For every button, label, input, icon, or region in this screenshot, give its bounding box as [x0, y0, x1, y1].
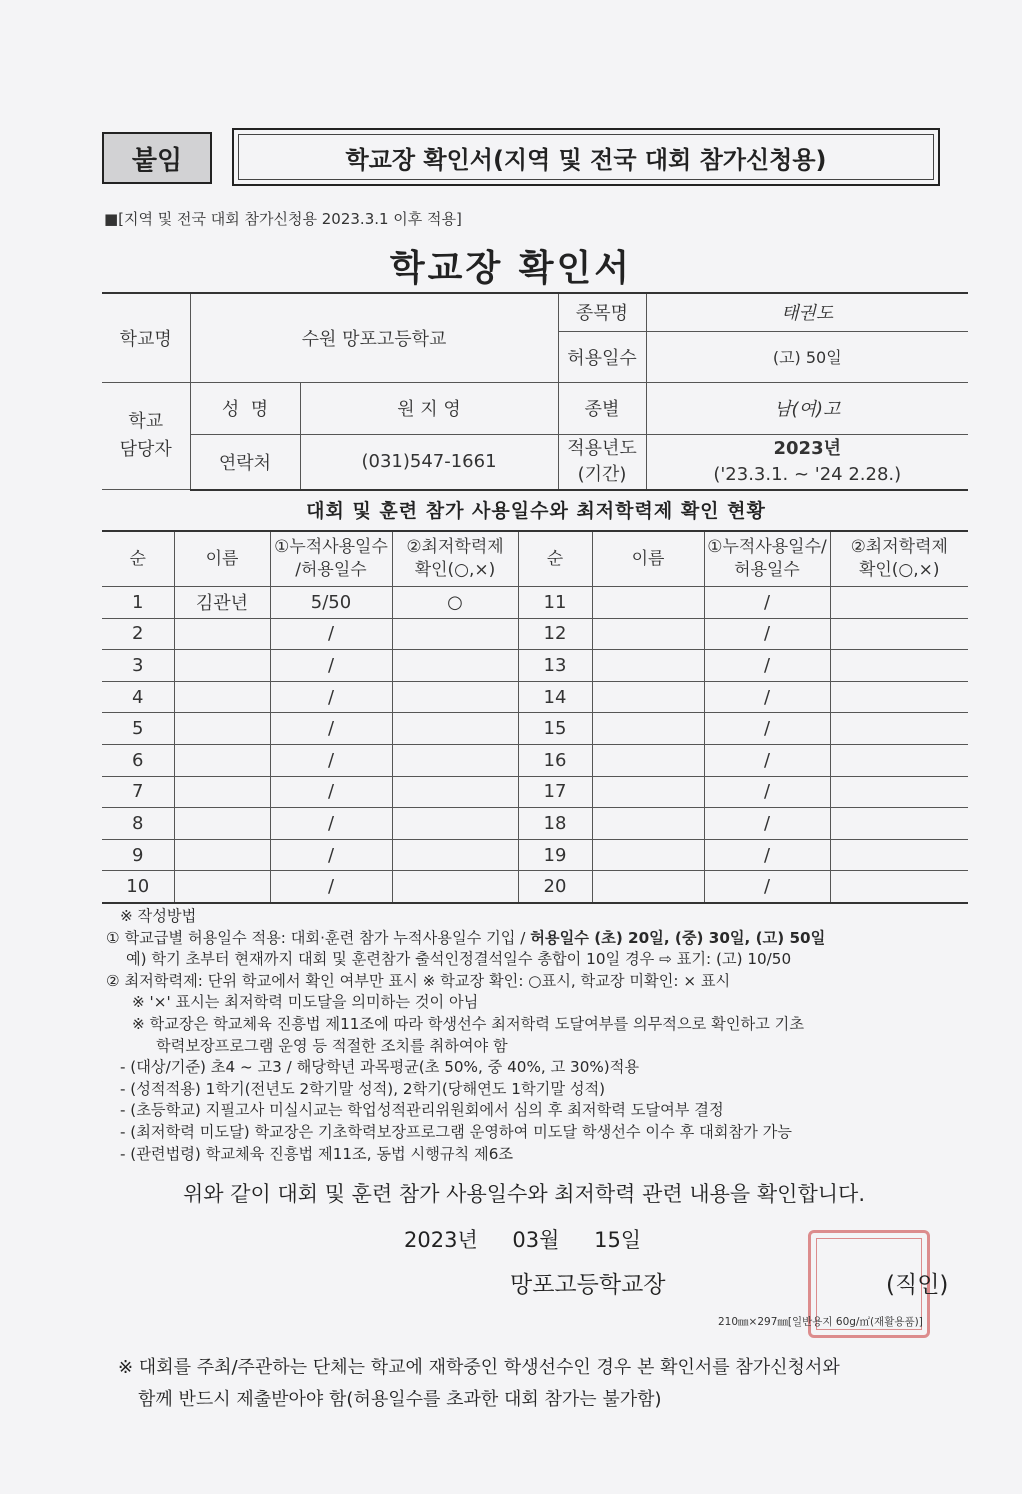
row-days: /: [270, 681, 392, 713]
row-days: /: [270, 650, 392, 682]
row-days: /: [704, 808, 830, 840]
row-name: [174, 776, 270, 808]
footnote-line1: ※ 대회를 주최/주관하는 단체는 학교에 재학중인 학생선수인 경우 본 확인서를 참가신청서와: [118, 1357, 840, 1378]
note-1b: 허용일수 (초) 20일, (중) 30일, (고) 50일: [530, 928, 826, 947]
row-days: /: [270, 808, 392, 840]
row-days: /: [270, 713, 392, 745]
header-used-right-line1: ①누적사용일수/: [707, 537, 827, 557]
signer-title: 망포고등학교장: [510, 1272, 666, 1298]
row-check: [830, 618, 968, 650]
row-name: 김관년: [174, 587, 270, 619]
row-check: [392, 839, 518, 871]
footnote-line2: 함께 반드시 제출받아야 함(허용일수를 초과한 대회 참가는 불가함): [138, 1389, 662, 1410]
row-no: 16: [518, 744, 592, 776]
header-check-line2: 확인(○,×): [414, 560, 496, 580]
confirmation-statement: 위와 같이 대회 및 훈련 참가 사용일수와 최저학력 관련 내용을 확인합니다.: [182, 1182, 865, 1206]
seal-label: (직인): [886, 1272, 949, 1298]
row-no: 10: [102, 871, 174, 903]
header-used-line2: /허용일수: [295, 560, 367, 580]
row-name: [592, 618, 704, 650]
row-name: [592, 871, 704, 903]
roster-table: [102, 530, 968, 904]
period-value: ('23.3.1. ~ '24 2.28.): [713, 463, 902, 485]
row-days: /: [704, 744, 830, 776]
row-no: 20: [518, 871, 592, 903]
header-check-line1: ②최저학력제: [406, 537, 504, 557]
row-check: [392, 618, 518, 650]
row-no: 19: [518, 839, 592, 871]
row-check: [830, 871, 968, 903]
note-1: [106, 928, 976, 950]
header-no: 순: [102, 531, 174, 587]
row-no: 17: [518, 776, 592, 808]
year-label: [558, 434, 646, 490]
row-name: [174, 744, 270, 776]
year-label-line2: (기간): [577, 463, 627, 485]
row-days: /: [704, 713, 830, 745]
attachment-tag: 붙임: [102, 132, 212, 184]
row-no: 1: [102, 587, 174, 619]
row-check: [392, 713, 518, 745]
year-value: 2023년: [773, 437, 841, 459]
row-check: [830, 839, 968, 871]
row-name: [592, 744, 704, 776]
row-no: 4: [102, 681, 174, 713]
row-no: 14: [518, 681, 592, 713]
year-value-cell: [646, 434, 968, 490]
row-days: 5/50: [270, 587, 392, 619]
note-1-example: 예) 학기 초부터 현재까지 대회 및 훈련참가 출석인정결석일수 총합이 10일 경우 ⇨ 표기: (고) 10/50: [126, 950, 792, 969]
row-name: [592, 808, 704, 840]
row-days: /: [270, 618, 392, 650]
row-name: [174, 618, 270, 650]
row-days: /: [704, 681, 830, 713]
note-4: ※ 학교장은 학교체육 진흥법 제11조에 따라 학생선수 최저학력 도달여부를 의무적으로 확인하고 기초: [132, 1014, 805, 1033]
staff-label-line2: 담당자: [119, 438, 172, 460]
row-check: [392, 681, 518, 713]
row-no: 13: [518, 650, 592, 682]
row-name: [592, 713, 704, 745]
document-header-box: [232, 128, 940, 186]
note-6: - (대상/기준) 초4 ~ 고3 / 해당학년 과목평균(초 50%, 중 40%, 고 30%)적용: [120, 1058, 640, 1077]
type-value: 남(여)고: [646, 382, 968, 434]
row-check: [830, 808, 968, 840]
row-check: ○: [392, 587, 518, 619]
row-check: [392, 650, 518, 682]
section-title: 대회 및 훈련 참가 사용일수와 최저학력제 확인 현황: [306, 500, 766, 522]
table-row: [102, 871, 968, 903]
table-row: [102, 808, 968, 840]
row-days: /: [270, 776, 392, 808]
instructions: [106, 906, 976, 1165]
staff-label: [102, 382, 190, 490]
instructions-heading: ※ 작성방법: [120, 907, 197, 925]
allowed-days-value: (고) 50일: [646, 331, 968, 382]
type-label: 종별: [558, 382, 646, 434]
note-5: 학력보장프로그램 운영 등 적절한 조치를 취하여야 함: [156, 1036, 508, 1055]
row-no: 15: [518, 713, 592, 745]
row-name: [174, 650, 270, 682]
row-no: 11: [518, 587, 592, 619]
note-9: - (최저학력 미도달) 학교장은 기초학력보장프로그램 운영하여 미도달 학생선수 이수 후 대회참가 가능: [120, 1122, 792, 1141]
note-1a: ① 학교급별 허용일수 적용: 대회·훈련 참가 누적사용일수 기입 /: [106, 928, 531, 947]
row-no: 2: [102, 618, 174, 650]
row-check: [830, 776, 968, 808]
header-used-days-right: [704, 531, 830, 587]
note-2: ② 최저학력제: 단위 학교에서 확인 여부만 표시 ※ 학교장 확인: ○표시, 학교장 미확인: × 표시: [106, 971, 731, 990]
row-name: [174, 681, 270, 713]
row-name: [174, 871, 270, 903]
contact-value: (031)547-1661: [300, 434, 558, 490]
row-name: [592, 587, 704, 619]
row-days: /: [270, 871, 392, 903]
note-3: ※ '×' 표시는 최저학력 미도달을 의미하는 것이 아님: [132, 993, 479, 1012]
row-no: 18: [518, 808, 592, 840]
table-row: [102, 650, 968, 682]
header-name: 이름: [174, 531, 270, 587]
contact-label: 연락처: [190, 434, 300, 490]
row-name: [592, 776, 704, 808]
header-used-line1: ①누적사용일수: [274, 537, 388, 557]
header-check-right-line1: ②최저학력제: [850, 537, 948, 557]
row-name: [174, 713, 270, 745]
row-days: /: [704, 587, 830, 619]
table-row: [102, 618, 968, 650]
school-label: 학교명: [102, 293, 190, 382]
header-used-days: [270, 531, 392, 587]
table-row: [102, 839, 968, 871]
row-check: [830, 587, 968, 619]
row-no: 6: [102, 744, 174, 776]
row-check: [830, 713, 968, 745]
document-header-title: 학교장 확인서(지역 및 전국 대회 참가신청용): [238, 134, 934, 180]
sport-value: 태권도: [646, 293, 968, 331]
row-name: [592, 650, 704, 682]
row-days: /: [704, 776, 830, 808]
row-days: /: [270, 744, 392, 776]
row-no: 7: [102, 776, 174, 808]
note-8: - (초등학교) 지필고사 미실시교는 학업성적관리위원회에서 심의 후 최저학력 도달여부 결정: [120, 1101, 724, 1120]
school-name: 수원 망포고등학교: [190, 293, 558, 382]
row-check: [830, 681, 968, 713]
issue-date: 2023년 03월 15일: [404, 1228, 642, 1252]
row-no: 5: [102, 713, 174, 745]
row-check: [392, 808, 518, 840]
name-label: 성 명: [190, 382, 300, 434]
applicability-note: ■[지역 및 전국 대회 참가신청용 2023.3.1 이후 적용]: [104, 210, 462, 228]
row-check: [392, 776, 518, 808]
row-no: 8: [102, 808, 174, 840]
table-row: [102, 587, 968, 619]
row-no: 3: [102, 650, 174, 682]
row-days: /: [704, 650, 830, 682]
page-title: 학교장 확인서: [389, 248, 633, 289]
sport-label: 종목명: [558, 293, 646, 331]
row-days: /: [270, 839, 392, 871]
header-name-right: 이름: [592, 531, 704, 587]
table-row: [102, 776, 968, 808]
header-no-right: 순: [518, 531, 592, 587]
row-check: [392, 871, 518, 903]
row-days: /: [704, 618, 830, 650]
header-check-right-line2: 확인(○,×): [858, 560, 940, 580]
name-value: 원 지 영: [300, 382, 558, 434]
year-label-line1: 적용년도: [567, 437, 637, 459]
row-check: [830, 650, 968, 682]
header-used-right-line2: 허용일수: [734, 560, 800, 580]
row-no: 9: [102, 839, 174, 871]
submission-footnote: [118, 1352, 978, 1416]
table-row: [102, 744, 968, 776]
row-name: [592, 839, 704, 871]
row-name: [174, 808, 270, 840]
header-min-check-right: [830, 531, 968, 587]
row-days: /: [704, 871, 830, 903]
row-name: [174, 839, 270, 871]
row-name: [592, 681, 704, 713]
row-check: [392, 744, 518, 776]
note-7: - (성적적용) 1학기(전년도 2학기말 성적), 2학기(당해연도 1학기말 성적): [120, 1079, 606, 1098]
header-min-check: [392, 531, 518, 587]
table-row: [102, 713, 968, 745]
row-days: /: [704, 839, 830, 871]
roster-header-row: [102, 531, 968, 587]
school-info-table: [102, 292, 968, 491]
table-row: [102, 681, 968, 713]
paper-spec: 210㎜×297㎜[일반용지 60g/㎡(재활용품)]: [718, 1316, 923, 1328]
row-no: 12: [518, 618, 592, 650]
allowed-days-label: 허용일수: [558, 331, 646, 382]
staff-label-line1: 학교: [128, 410, 164, 432]
row-check: [830, 744, 968, 776]
note-10: - (관련법령) 학교체육 진흥법 제11조, 동법 시행규칙 제6조: [120, 1144, 514, 1163]
